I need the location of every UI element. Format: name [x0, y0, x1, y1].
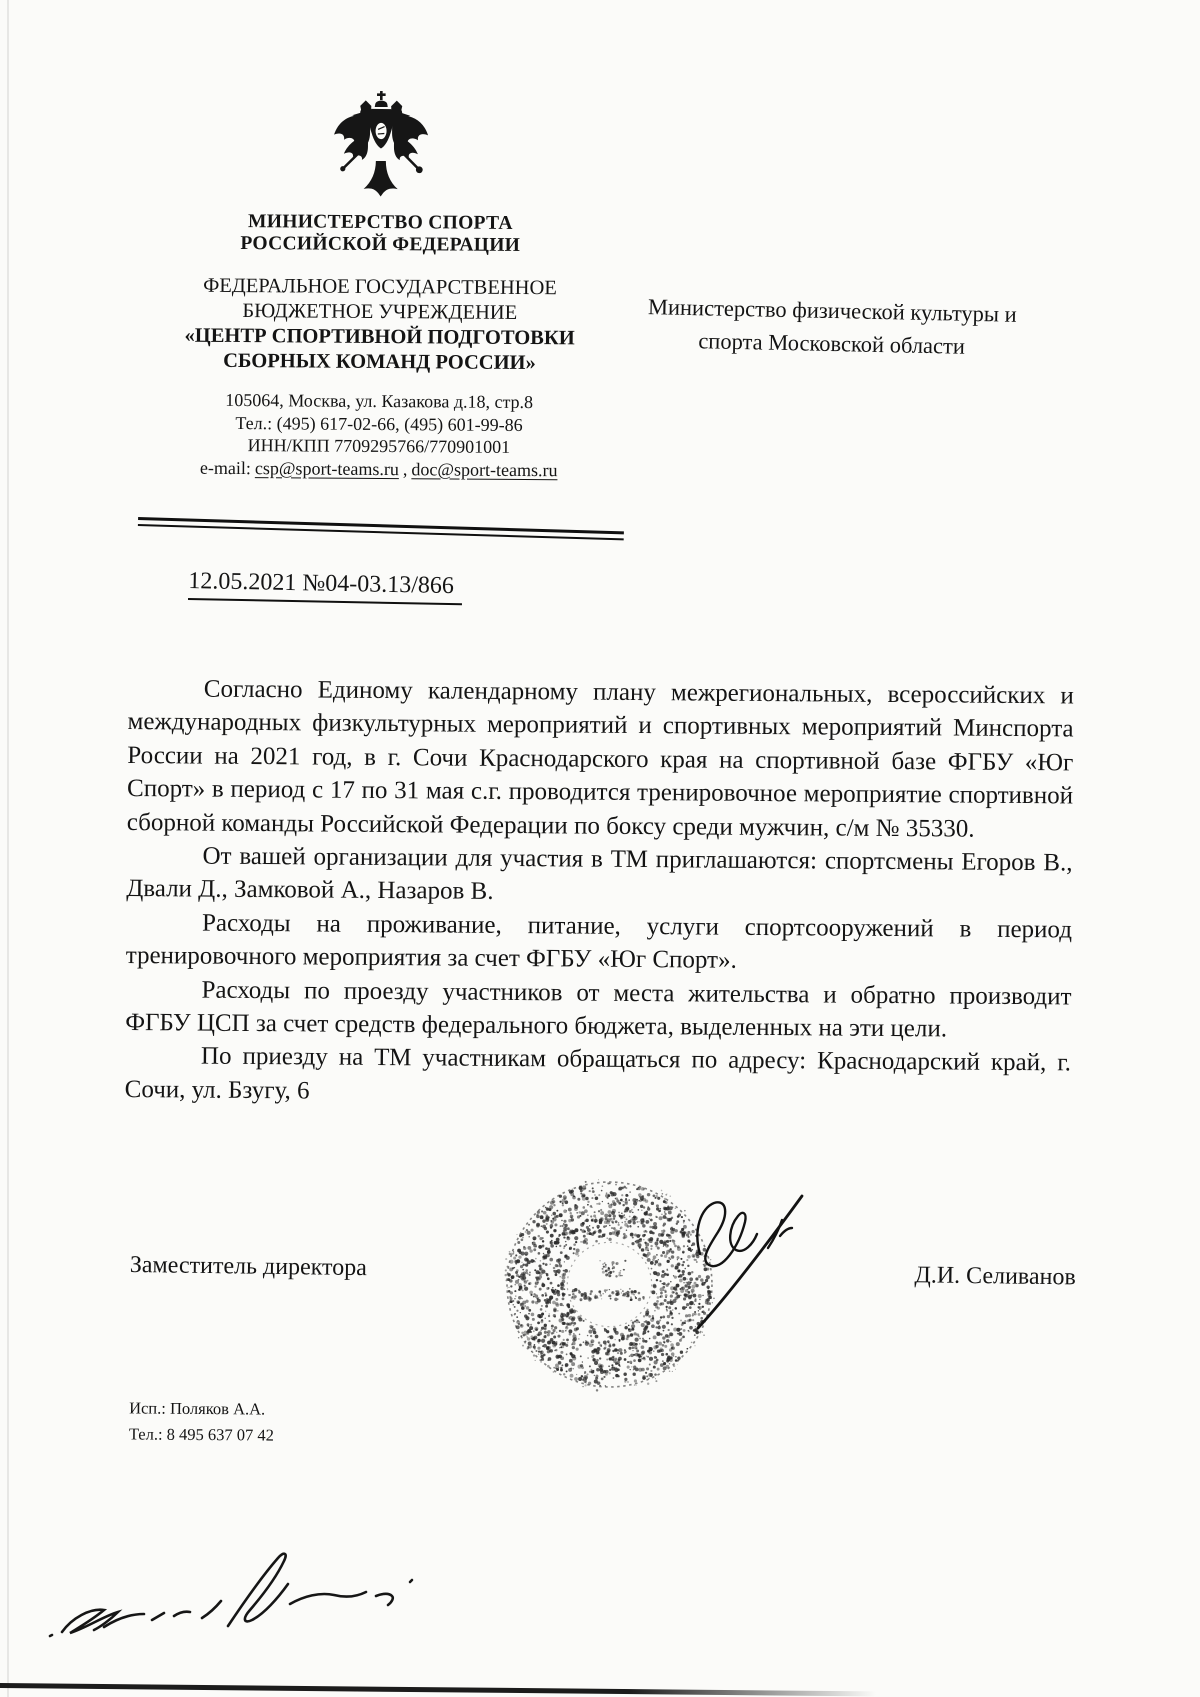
- paragraph-5: По приезду на ТМ участникам обращаться по адресу: Краснодарский край, г. Сочи, ул. Бзугу, 6: [124, 1043, 1072, 1105]
- paragraph-2: От вашей организации для участия в ТМ приглашаются: спортсмены Егоров В., Двали Д., Замковой А., Назаров В.: [126, 842, 1073, 906]
- paragraph-4: Расходы по проезду участников от места жительства и обратно производит ФГБУ ЦСП за счет средств федерального бюджета, выделенных на эти цели.: [125, 976, 1072, 1043]
- contact-block: [129, 388, 630, 481]
- handwritten-note-scribble: [42, 1534, 428, 1652]
- letterhead-divider-line: [138, 517, 624, 540]
- email-address-2: doc@sport-teams.ru: [411, 458, 558, 480]
- letter-body: [125, 672, 1074, 1114]
- email-line: [129, 456, 629, 482]
- addressee-line1: Министерство физической культуры и: [647, 294, 1017, 327]
- org-type-line2: БЮДЖЕТНОЕ УЧРЕЖДЕНИЕ: [242, 300, 518, 324]
- paragraph-1: Согласно Единому календарному плану межрегиональных, всероссийских и международных физкультурных мероприятий и спортивных мероприятий Минспорта России на 2021 год, в г. Сочи Краснодарского края на спортивной базе ФГБУ «Юг Спорт» в период с 17 по 31 мая с.г. проводится тренировочное мероприятие спортивной сборной команды Российской Федерации по боксу среди мужчин, с/м № 35330.: [126, 675, 1074, 843]
- reference-text: 12.05.2021 №04-03.13/866: [188, 568, 462, 605]
- org-title-line1: «ЦЕНТР СПОРТИВНОЙ ПОДГОТОВКИ: [184, 324, 575, 350]
- email-address-1: csp@sport-teams.ru: [254, 457, 400, 479]
- ministry-line1: МИНИСТЕРСТВО СПОРТА: [248, 211, 513, 234]
- organization-name: [129, 273, 630, 376]
- org-title-line2: СБОРНЫХ КОМАНД РОССИИ»: [223, 349, 536, 375]
- executor-block: [129, 1395, 275, 1448]
- executor-phone: Тел.: 8 495 637 07 42: [128, 1424, 275, 1445]
- addressee-line2: спорта Московской области: [698, 328, 966, 359]
- letterhead: [129, 88, 632, 481]
- scan-artifact-bottom-line: [0, 1683, 876, 1696]
- ministry-line2: РОССИЙСКОЙ ФЕДЕРАЦИИ: [240, 233, 521, 256]
- email-label: e-mail:: [199, 457, 251, 478]
- executor-name: Исп.: Поляков А.А.: [129, 1398, 266, 1419]
- phone-numbers: Тел.: (495) 617-02-66, (495) 601-99-86: [235, 412, 523, 435]
- russia-coat-of-arms-emblem: [331, 90, 432, 205]
- scan-edge-artifact: [7, 0, 9, 1697]
- reference-date-number: [188, 568, 462, 605]
- org-type-line1: ФЕДЕРАЛЬНОЕ ГОСУДАРСТВЕННОЕ: [203, 274, 557, 300]
- paragraph-3: Расходы на проживание, питание, услуги спортсооружений в период тренировочного мероприятия за счет ФГБУ «Юг Спорт».: [125, 909, 1073, 975]
- signatory-position: Заместитель директора: [129, 1252, 368, 1282]
- postal-address: 105064, Москва, ул. Казакова д.18, стр.8: [225, 389, 534, 413]
- signatory-name: Д.И. Селиванов: [914, 1262, 1076, 1291]
- ministry-name: [130, 210, 630, 257]
- inn-kpp: ИНН/КПП 7709295766/770901001: [247, 435, 511, 457]
- signature-row: [130, 1252, 1076, 1291]
- addressee-block: [611, 289, 1052, 364]
- email-separator: ,: [402, 458, 408, 479]
